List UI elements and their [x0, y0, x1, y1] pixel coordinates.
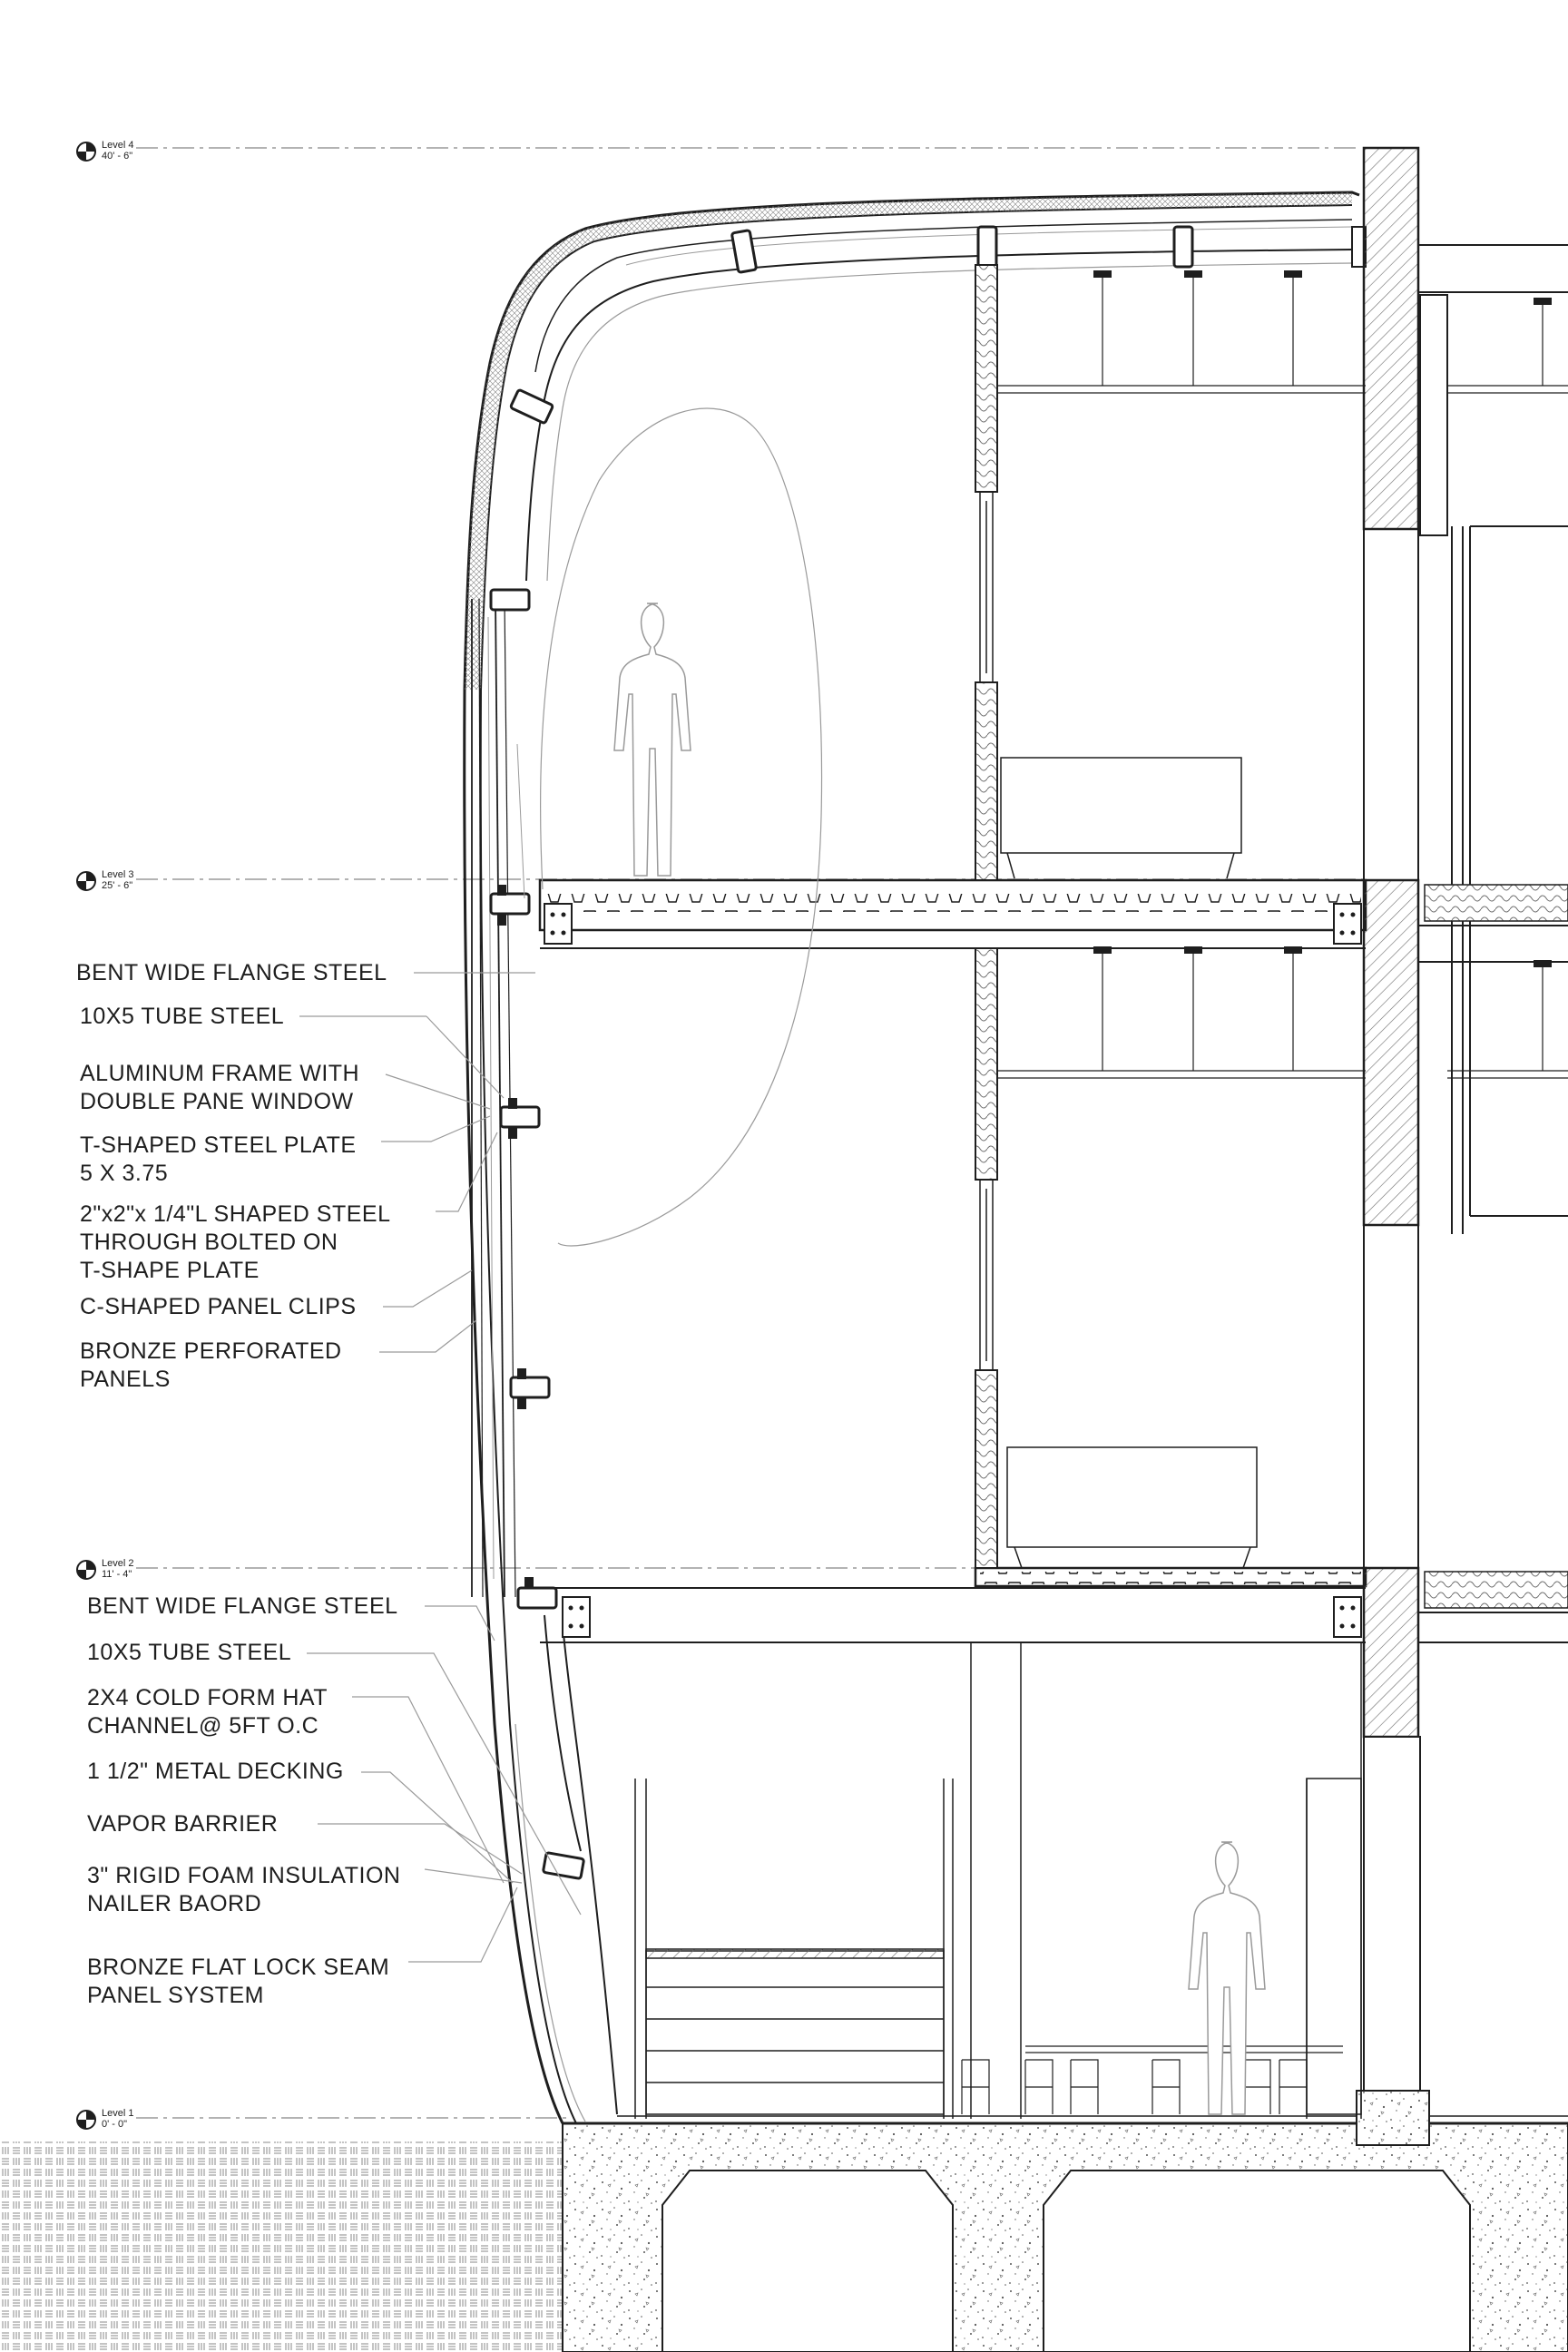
annotation-metal-decking: [87, 1758, 344, 1786]
annotation-bent-wide-flange-lower: [87, 1592, 398, 1621]
level-name: Level 2: [102, 1558, 134, 1569]
annotation-line: BRONZE PERFORATED: [80, 1338, 342, 1364]
annotation-line: BENT WIDE FLANGE STEEL: [87, 1593, 398, 1619]
level-datum-icon: [76, 2110, 96, 2130]
level-name: Level 1: [102, 2108, 134, 2119]
level-datum-icon: [76, 142, 96, 162]
annotation-vapor-barrier: [87, 1810, 278, 1838]
level-elevation: 25' - 6": [102, 880, 133, 891]
annotation-panel-clips: [80, 1293, 357, 1321]
level-elevation: 0' - 0": [102, 2119, 128, 2130]
annotation-line: CHANNEL@ 5FT O.C: [87, 1713, 319, 1739]
annotation-tube-steel-lower: [87, 1639, 291, 1667]
annotation-flat-lock-seam: [87, 1954, 389, 2010]
level-elevation: 40' - 6": [102, 151, 133, 162]
annotation-line: THROUGH BOLTED ON: [80, 1230, 338, 1255]
annotation-line: BENT WIDE FLANGE STEEL: [76, 960, 387, 985]
annotation-perforated-panels: [80, 1338, 342, 1394]
annotation-line: PANEL SYSTEM: [87, 1983, 264, 2008]
annotation-l-shaped-steel: [80, 1200, 391, 1285]
annotation-line: 2X4 COLD FORM HAT: [87, 1685, 328, 1710]
annotation-line: 2"x2"x 1/4"L SHAPED STEEL: [80, 1201, 391, 1227]
annotation-line: T-SHAPE PLATE: [80, 1258, 260, 1283]
annotation-aluminum-frame: [80, 1060, 359, 1116]
annotation-line: 3" RIGID FOAM INSULATION: [87, 1863, 401, 1888]
annotation-line: PANELS: [80, 1367, 171, 1392]
annotation-tube-steel-upper: [80, 1003, 284, 1031]
annotation-line: 10X5 TUBE STEEL: [80, 1004, 285, 1029]
annotation-rigid-foam: [87, 1862, 400, 1918]
annotation-line: NAILER BAORD: [87, 1891, 262, 1916]
annotation-line: ALUMINUM FRAME WITH: [80, 1061, 360, 1086]
annotation-line: VAPOR BARRIER: [87, 1811, 279, 1837]
annotation-line: T-SHAPED STEEL PLATE: [80, 1132, 357, 1158]
annotation-line: 1 1/2" METAL DECKING: [87, 1759, 344, 1784]
annotation-hat-channel: [87, 1684, 328, 1740]
annotation-line: 10X5 TUBE STEEL: [87, 1640, 292, 1665]
level-datum-icon: [76, 871, 96, 891]
annotation-bent-wide-flange-upper: [76, 959, 387, 987]
level-name: Level 3: [102, 869, 134, 880]
annotation-line: BRONZE FLAT LOCK SEAM: [87, 1955, 390, 1980]
annotation-line: DOUBLE PANE WINDOW: [80, 1089, 354, 1114]
level-elevation: 11' - 4": [102, 1569, 132, 1580]
annotation-line: C-SHAPED PANEL CLIPS: [80, 1294, 357, 1319]
annotation-line: 5 X 3.75: [80, 1161, 169, 1186]
level-datum-icon: [76, 1560, 96, 1580]
annotation-t-shaped-plate: [80, 1132, 357, 1188]
level-name: Level 4: [102, 140, 134, 151]
